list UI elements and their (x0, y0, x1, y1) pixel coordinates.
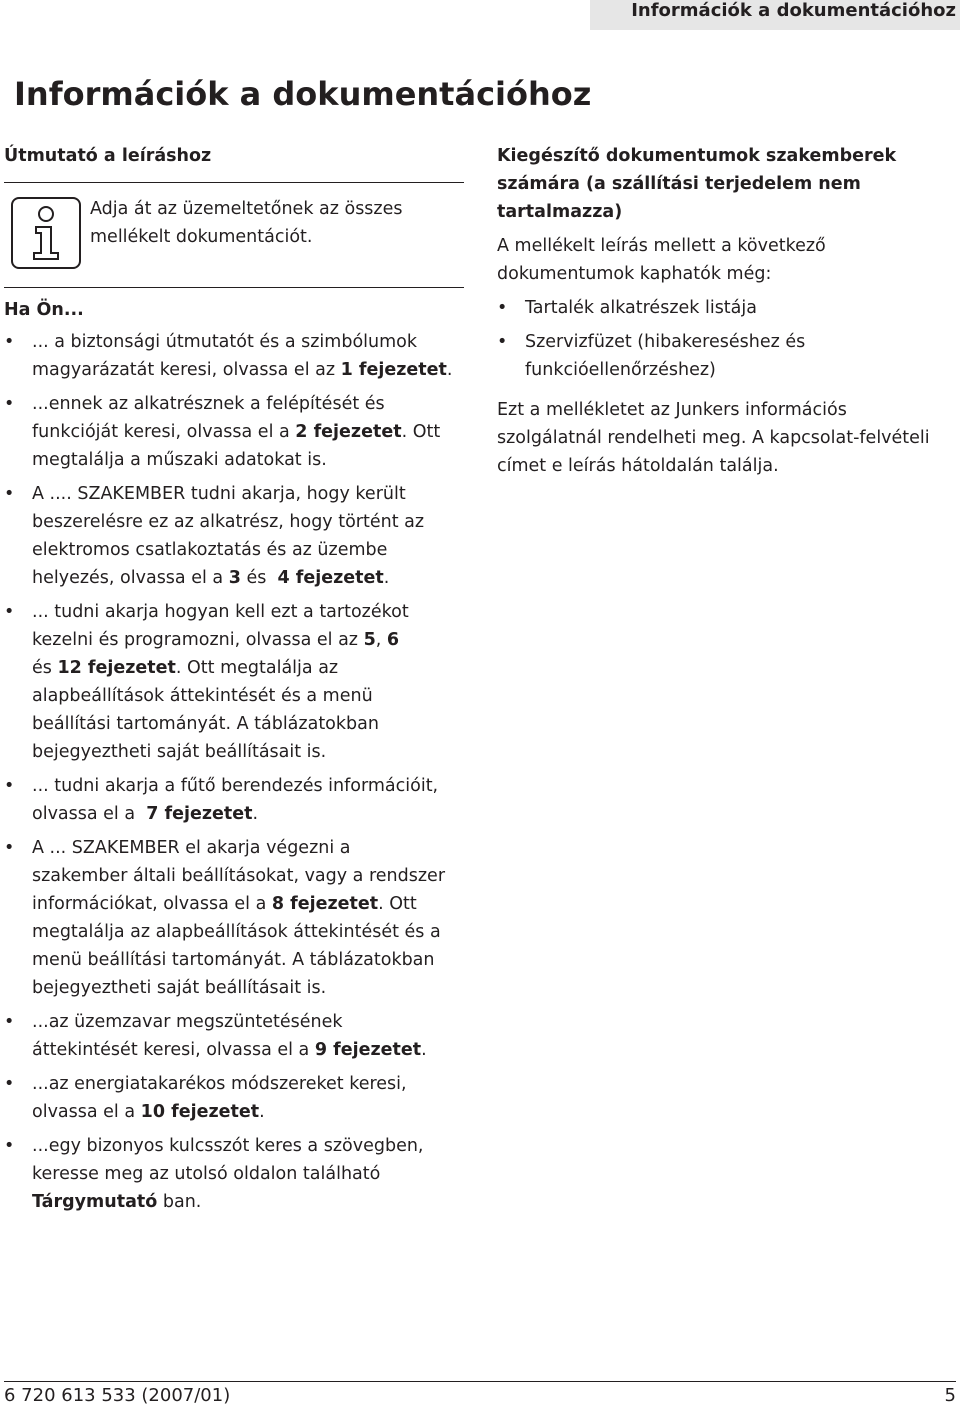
line: • A ... SZAKEMBER el akarja végezni a (32, 838, 351, 858)
chapter-ref: 4 fejezetet (277, 568, 384, 588)
text: . (252, 804, 259, 824)
text: magyarázatát keresi, olvassa el az (32, 360, 341, 380)
line: dokumentumok kaphatók még: (497, 264, 772, 284)
list-item (497, 294, 957, 322)
text: . (383, 568, 390, 588)
text: olvassa el a (32, 804, 147, 824)
list-item (4, 834, 464, 1002)
text: kezelni és programozni, olvassa el az (32, 630, 364, 650)
line: menü beállítási tartományát. A táblázatokban (32, 950, 435, 970)
line: A mellékelt leírás mellett a következő (497, 236, 826, 256)
text: funkcióját keresi, olvassa el a (32, 422, 296, 442)
info-text (90, 195, 460, 251)
doc-number: 6 720 613 533 (2007/01) (4, 1385, 231, 1406)
line: • Tartalék alkatrészek listája (525, 298, 757, 318)
text: és (240, 568, 278, 588)
line: bejegyeztheti saját beállításait is. (32, 978, 327, 998)
info-icon-graphic (13, 199, 79, 267)
text: áttekintését keresi, olvassa el a (32, 1040, 315, 1060)
line: • ...ennek az alkatrésznek a felépítését és (32, 394, 385, 414)
line: • A .... SZAKEMBER tudni akarja, hogy került (32, 484, 406, 504)
running-head: Információk a dokumentációhoz (590, 0, 960, 30)
if-heading: Ha Ön... (4, 300, 84, 320)
page-number: 5 (944, 1385, 956, 1406)
line (32, 1188, 464, 1216)
line: keresse meg az utolsó oldalon található (32, 1164, 381, 1184)
guide-heading: Útmutató a leíráshoz (4, 146, 212, 166)
line: címet e leírás hátoldalán találja. (497, 456, 779, 476)
list-item (4, 480, 464, 592)
line: • ... a biztonsági útmutatót és a szimbólumok (32, 332, 417, 352)
info-text-line: mellékelt dokumentációt. (90, 227, 313, 247)
list-item (4, 1008, 464, 1064)
list-item (4, 1070, 464, 1126)
line: megtalálja az alapbeállítások áttekintését és a (32, 922, 441, 942)
text: . Ott (401, 422, 441, 442)
chapter-ref: 8 fejezetet (271, 894, 379, 914)
line: • ... tudni akarja hogyan kell ezt a tartozékot (32, 602, 409, 622)
text: és (32, 658, 58, 678)
info-icon (11, 197, 81, 269)
line (32, 890, 464, 918)
heading-line: számára (a szállítási terjedelem nem (497, 174, 861, 194)
text: . Ott megtalálja az (175, 658, 339, 678)
list-item (497, 328, 957, 384)
line: • ...az üzemzavar megszüntetésének (32, 1012, 343, 1032)
chapter-ref: 2 fejezetet (295, 422, 402, 442)
chapter-ref: 1 fejezetet (340, 360, 447, 380)
line (32, 654, 464, 682)
footer-divider (4, 1381, 956, 1382)
text: , (375, 630, 387, 650)
chapter-ref: 12 fejezetet (57, 658, 176, 678)
line: • ...az energiatakarékos módszereket keresi, (32, 1074, 407, 1094)
line: funkcióellenőrzéshez) (525, 360, 716, 380)
index-ref: Tárgymutató (32, 1192, 158, 1212)
chapter-ref: 6 (386, 630, 400, 650)
line: • ...egy bizonyos kulcsszót keres a szövegben, (32, 1136, 424, 1156)
text: . (446, 360, 453, 380)
right-column (497, 142, 957, 480)
chapter-ref: 9 fejezetet (314, 1040, 422, 1060)
line: beállítási tartományát. A táblázatokban (32, 714, 379, 734)
line: alapbeállítások áttekintését és a menü (32, 686, 373, 706)
reader-guide-list (4, 328, 464, 1216)
line (32, 800, 464, 828)
list-item (4, 390, 464, 474)
line: szakember általi beállításokat, vagy a rendszer (32, 866, 446, 886)
list-item (4, 772, 464, 828)
list-item (4, 1132, 464, 1216)
text: . Ott (378, 894, 417, 914)
line (32, 1098, 464, 1126)
heading-line: tartalmazza) (497, 202, 623, 222)
line: • Szervizfüzet (hibakereséshez és (525, 332, 806, 352)
chapter-ref: 10 fejezetet (140, 1102, 260, 1122)
line (32, 1036, 464, 1064)
list-item (4, 328, 464, 384)
list-item (4, 598, 464, 766)
info-text-line: Adja át az üzemeltetőnek az összes (90, 199, 403, 219)
line: Ezt a mellékletet az Junkers információs (497, 400, 847, 420)
intro-text (497, 232, 957, 288)
heading-line: Kiegészítő dokumentumok szakemberek (497, 146, 897, 166)
line (32, 626, 464, 654)
text: . (421, 1040, 427, 1060)
supplementary-heading (497, 142, 957, 226)
info-note (4, 183, 464, 291)
chapter-ref: 7 fejezetet (146, 804, 253, 824)
text: információkat, olvassa el a (32, 894, 272, 914)
chapter-ref: 5 (363, 630, 376, 650)
line: szolgálatnál rendelheti meg. A kapcsolat-felvételi (497, 428, 930, 448)
line: bejegyeztheti saját beállításait is. (32, 742, 327, 762)
left-column (4, 142, 464, 1222)
text: olvassa el a (32, 1102, 141, 1122)
line (32, 564, 464, 592)
page-title: Információk a dokumentációhoz (14, 75, 592, 113)
text: ban. (157, 1192, 202, 1212)
text: helyezés, olvassa el a (32, 568, 229, 588)
line: • ... tudni akarja a fűtő berendezés információit, (32, 776, 439, 796)
line: beszerelésre ez az alkatrész, hogy történt az (32, 512, 425, 532)
supplementary-list (497, 294, 957, 384)
line: elektromos csatlakoztatás és az üzembe (32, 540, 388, 560)
chapter-ref: 3 (228, 568, 241, 588)
line (32, 356, 464, 384)
text: . (259, 1102, 265, 1122)
order-info (497, 396, 957, 480)
line: megtalálja a műszaki adatokat is. (32, 450, 327, 470)
line (32, 418, 464, 446)
